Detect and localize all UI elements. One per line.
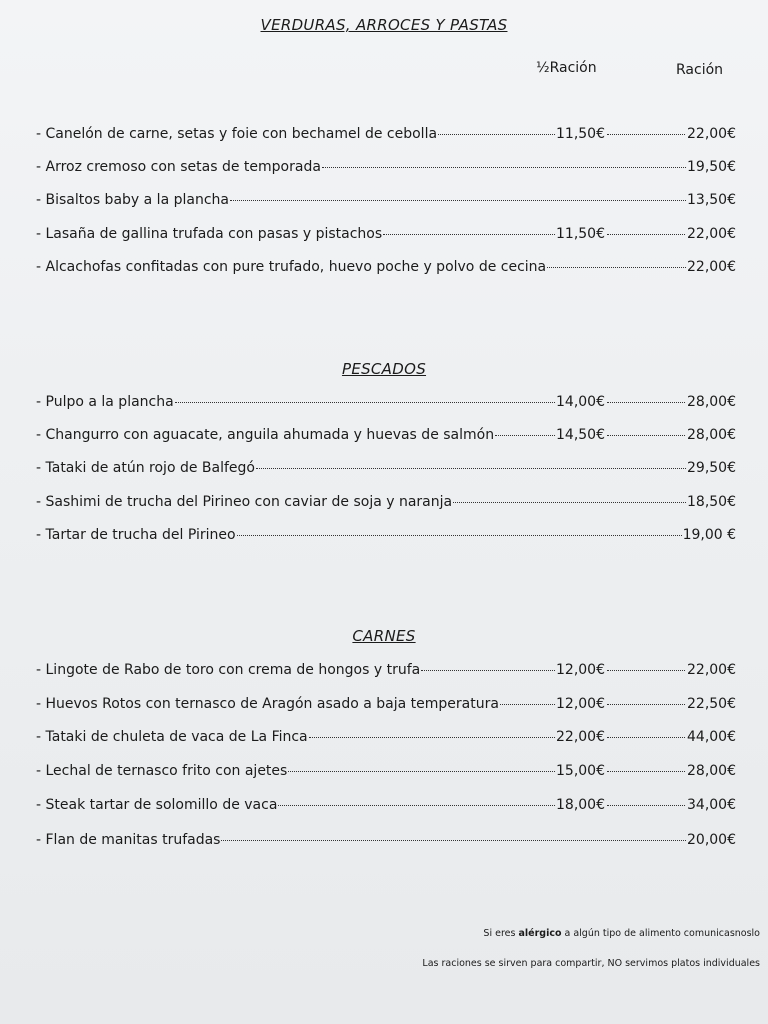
item-name: - Tartar de trucha del Pirineo: [36, 527, 236, 543]
menu-item: [36, 394, 736, 414]
menu-item: [36, 832, 736, 852]
leader-dots: [607, 670, 685, 671]
item-price-full: 19,50€: [687, 159, 736, 175]
leader-dots: [322, 167, 686, 168]
item-price-half: 22,00€: [556, 729, 605, 745]
sharing-note: Las raciones se sirven para compartir, NO servimos platos individuales: [422, 958, 760, 969]
menu-item: [36, 763, 736, 783]
item-price-full: 13,50€: [687, 192, 736, 208]
menu-item: [36, 729, 736, 749]
leader-dots: [607, 805, 685, 806]
item-name: - Tataki de chuleta de vaca de La Finca: [36, 729, 308, 745]
leader-dots: [237, 535, 682, 536]
menu-item: [36, 797, 736, 817]
item-price-full: 22,00€: [687, 226, 736, 242]
menu-item: [36, 159, 736, 179]
item-price-half: 15,00€: [556, 763, 605, 779]
leader-dots: [495, 435, 555, 436]
item-price-full: 22,00€: [687, 126, 736, 142]
item-price-half: 14,50€: [556, 427, 605, 443]
item-price-full: 34,00€: [687, 797, 736, 813]
leader-dots: [230, 200, 686, 201]
leader-dots: [256, 468, 686, 469]
menu-item: [36, 192, 736, 212]
item-name: - Sashimi de trucha del Pirineo con caviar de soja y naranja: [36, 494, 453, 510]
menu-item: [36, 527, 736, 547]
column-half-ration: ½Ración: [536, 60, 597, 76]
item-price-full: 22,00€: [687, 259, 736, 275]
item-price-full: 29,50€: [687, 460, 736, 476]
leader-dots: [500, 704, 555, 705]
item-name: - Tataki de atún rojo de Balfegó: [36, 460, 255, 476]
item-name: - Pulpo a la plancha: [36, 394, 174, 410]
item-name: - Lechal de ternasco frito con ajetes: [36, 763, 288, 779]
leader-dots: [288, 771, 555, 772]
item-name: - Canelón de carne, setas y foie con bechamel de cebolla: [36, 126, 438, 142]
leader-dots: [607, 737, 685, 738]
item-name: - Flan de manitas trufadas: [36, 832, 221, 848]
leader-dots: [453, 502, 686, 503]
item-price-half: 12,00€: [556, 662, 605, 678]
item-price-full: 28,00€: [687, 763, 736, 779]
leader-dots: [221, 840, 686, 841]
leader-dots: [547, 267, 686, 268]
menu-item: [36, 427, 736, 447]
item-price-half: 11,50€: [556, 226, 605, 242]
item-name: - Bisaltos baby a la plancha: [36, 192, 229, 208]
item-name: - Changurro con aguacate, anguila ahumada y huevas de salmón: [36, 427, 495, 443]
leader-dots: [421, 670, 555, 671]
leader-dots: [175, 402, 555, 403]
leader-dots: [607, 134, 685, 135]
leader-dots: [607, 704, 685, 705]
section-title-carnes: CARNES: [352, 627, 416, 645]
menu-item: [36, 259, 736, 279]
item-name: - Huevos Rotos con ternasco de Aragón asado a baja temperatura: [36, 696, 499, 712]
item-price-full: 19,00 €: [682, 527, 736, 543]
menu-item: [36, 696, 736, 716]
leader-dots: [607, 435, 685, 436]
leader-dots: [438, 134, 555, 135]
item-name: - Arroz cremoso con setas de temporada: [36, 159, 321, 175]
leader-dots: [607, 771, 685, 772]
section-title-verduras: VERDURAS, ARROCES Y PASTAS: [260, 16, 508, 34]
item-price-full: 20,00€: [687, 832, 736, 848]
item-price-half: 11,50€: [556, 126, 605, 142]
column-full-ration: Ración: [676, 62, 724, 78]
allergy-note-bold: alérgico: [518, 928, 562, 939]
item-price-full: 28,00€: [687, 394, 736, 410]
item-name: - Lasaña de gallina trufada con pasas y pistachos: [36, 226, 383, 242]
leader-dots: [309, 737, 555, 738]
item-name: - Alcachofas confitadas con pure trufado, huevo poche y polvo de cecina: [36, 259, 547, 275]
leader-dots: [278, 805, 555, 806]
item-price-half: 14,00€: [556, 394, 605, 410]
menu-item: [36, 494, 736, 514]
leader-dots: [607, 234, 685, 235]
leader-dots: [607, 402, 685, 403]
item-price-full: 28,00€: [687, 427, 736, 443]
item-name: - Lingote de Rabo de toro con crema de hongos y trufa: [36, 662, 421, 678]
leader-dots: [383, 234, 555, 235]
item-price-full: 18,50€: [687, 494, 736, 510]
item-price-full: 22,00€: [687, 662, 736, 678]
section-title-pescados: PESCADOS: [341, 360, 427, 378]
allergy-note-pre: Si eres: [483, 928, 519, 939]
allergy-note: [483, 928, 760, 939]
allergy-note-post: a algún tipo de alimento comunicasnoslo: [561, 928, 760, 939]
menu-item: [36, 460, 736, 480]
item-price-half: 12,00€: [556, 696, 605, 712]
menu-item: [36, 126, 736, 146]
menu-item: [36, 662, 736, 682]
item-price-full: 22,50€: [687, 696, 736, 712]
item-price-full: 44,00€: [687, 729, 736, 745]
menu-item: [36, 226, 736, 246]
item-name: - Steak tartar de solomillo de vaca: [36, 797, 278, 813]
item-price-half: 18,00€: [556, 797, 605, 813]
